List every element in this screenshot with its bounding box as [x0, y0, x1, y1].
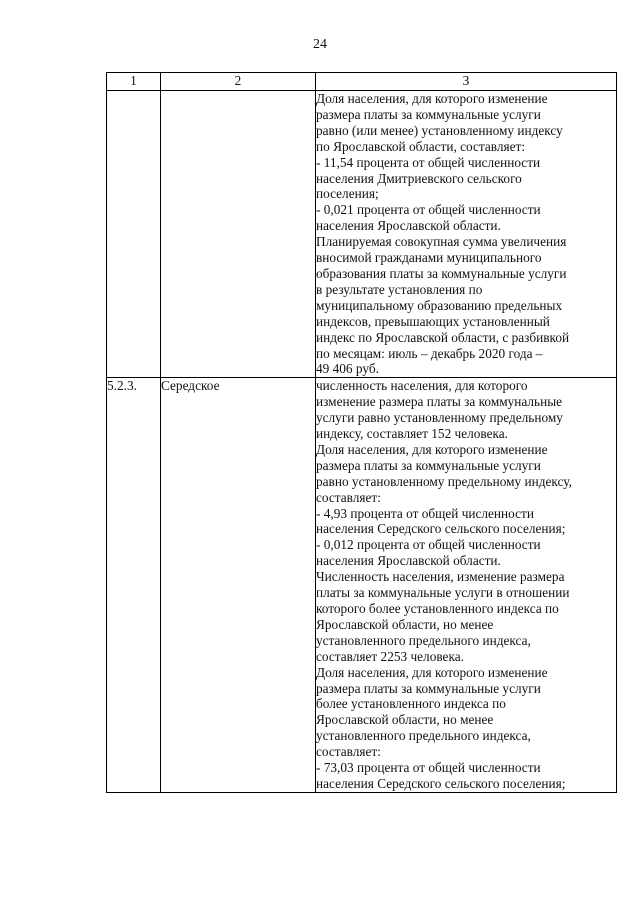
- text-line: по месяцам: июль – декабрь 2020 года –: [316, 345, 543, 361]
- text-line: равно (или менее) установленному индексу: [316, 122, 563, 138]
- text-line: Ярославской области, но менее: [316, 712, 494, 728]
- text-line: составляет 2253 человека.: [316, 648, 464, 664]
- column-header-1: 1: [107, 73, 161, 91]
- document-table: [106, 72, 617, 793]
- text-line: поселения;: [316, 186, 379, 202]
- text-line: индексов, превышающих установленный: [316, 313, 550, 329]
- text-line: установленного предельного индекса,: [316, 632, 531, 648]
- table-row: [107, 378, 617, 793]
- text-line: Планируемая совокупная сумма увеличения: [316, 234, 567, 250]
- text-line: - 0,012 процента от общей численности: [316, 537, 541, 553]
- text-line: которого более установленного индекса по: [316, 601, 559, 616]
- text-line: индекс по Ярославской области, с разбивкой: [316, 329, 570, 345]
- text-line: по Ярославской области, составляет:: [316, 138, 526, 154]
- text-line: размера платы за коммунальные услуги: [316, 106, 541, 122]
- row-number-cell: [107, 91, 161, 378]
- text-line: составляет:: [316, 744, 381, 760]
- column-header-2: 2: [161, 73, 316, 91]
- text-line: образования платы за коммунальные услуги: [316, 265, 567, 281]
- table-row: [107, 91, 617, 378]
- text-line: изменение размера платы за коммунальные: [316, 394, 563, 410]
- text-line: платы за коммунальные услуги в отношении: [316, 585, 570, 601]
- text-line: - 4,93 процента от общей численности: [316, 505, 534, 521]
- text-line: Доля населения, для которого изменение: [316, 91, 548, 106]
- text-line: населения Ярославской области.: [316, 553, 501, 569]
- text-line: Доля населения, для которого изменение: [316, 664, 548, 680]
- settlement-name-cell: Середское: [161, 378, 316, 793]
- text-line: населения Середского сельского поселения;: [316, 775, 566, 791]
- text-line: размера платы за коммунальные услуги: [316, 680, 541, 696]
- page-number: 24: [313, 37, 327, 52]
- row-number-cell: 5.2.3.: [107, 378, 161, 793]
- text-line: индексу, составляет 152 человека.: [316, 426, 508, 442]
- column-header-3: 3: [316, 73, 617, 91]
- text-line: муниципальному образованию предельных: [316, 297, 563, 313]
- text-line: - 0,021 процента от общей численности: [316, 202, 541, 218]
- text-line: численность населения, для которого: [316, 378, 528, 394]
- text-line: более установленного индекса по: [316, 696, 506, 712]
- text-line: в результате установления по: [316, 281, 483, 297]
- text-line: населения Дмитриевского сельского: [316, 170, 522, 186]
- text-line: Ярославской области, но менее: [316, 616, 494, 632]
- description-cell: [316, 378, 617, 793]
- text-line: равно установленному предельному индексу,: [316, 473, 572, 489]
- settlement-name-cell: [161, 91, 316, 378]
- text-line: Доля населения, для которого изменение: [316, 441, 548, 457]
- text-line: Численность населения, изменение размера: [316, 569, 565, 585]
- text-line: установленного предельного индекса,: [316, 728, 531, 744]
- description-cell: [316, 91, 617, 378]
- text-line: размера платы за коммунальные услуги: [316, 457, 541, 473]
- table-header-row: [107, 73, 617, 91]
- text-line: вносимой гражданами муниципального: [316, 250, 542, 266]
- text-line: услуги равно установленному предельному: [316, 410, 563, 426]
- text-line: - 11,54 процента от общей численности: [316, 154, 541, 170]
- text-line: 49 406 руб.: [316, 361, 379, 377]
- text-line: - 73,03 процента от общей численности: [316, 760, 541, 776]
- text-line: населения Ярославской области.: [316, 218, 501, 234]
- text-line: составляет:: [316, 489, 381, 505]
- text-line: населения Середского сельского поселения;: [316, 521, 566, 537]
